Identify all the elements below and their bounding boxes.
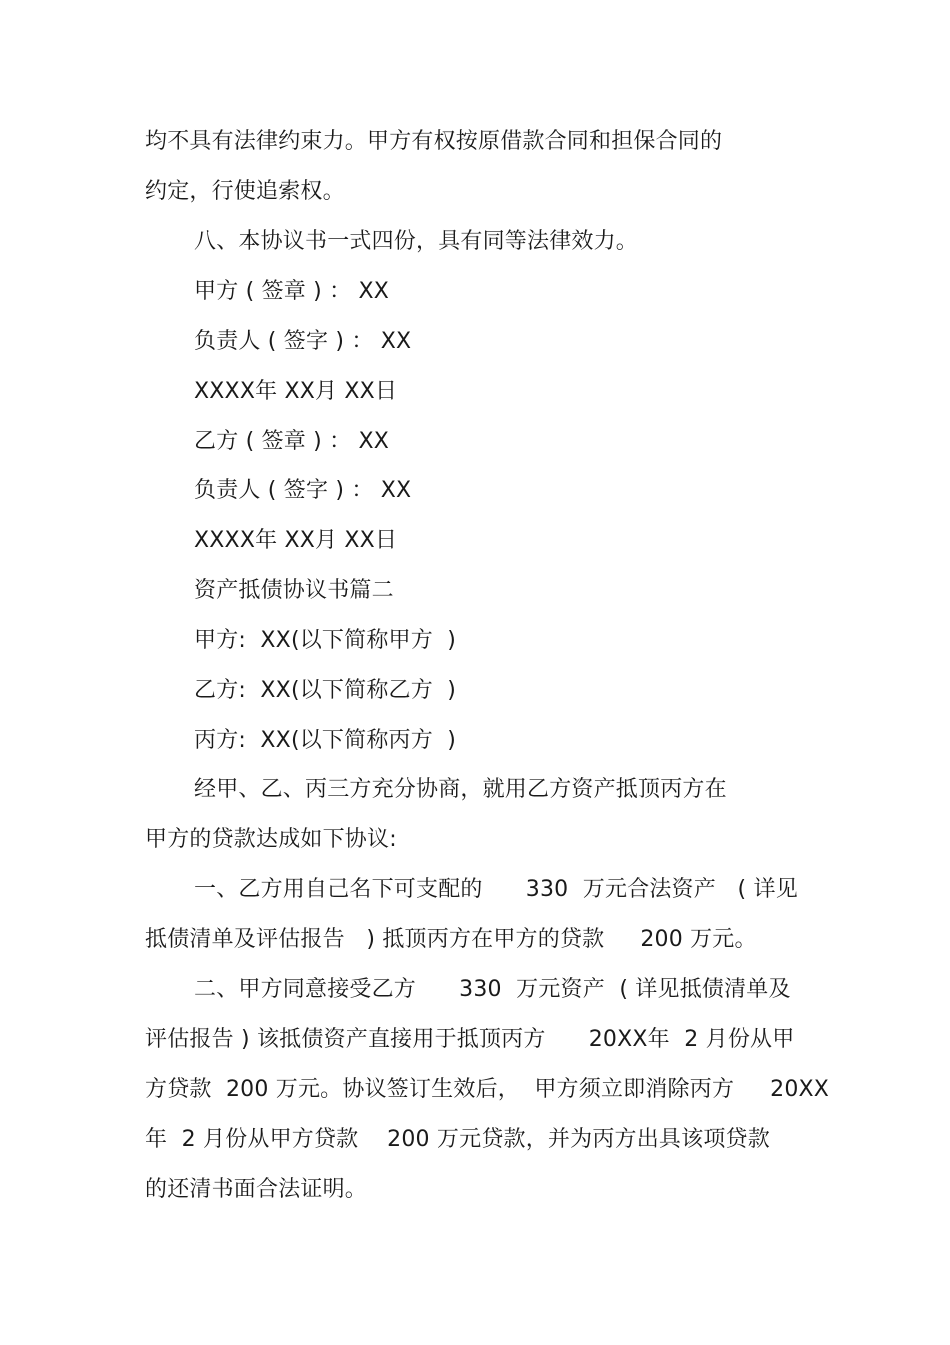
clause-two-line: 的还清书面合法证明。 xyxy=(145,1177,368,1202)
party-a-signer-line: 负责人 ( 签字 ) ： XX xyxy=(194,329,412,354)
party-c-line: 丙方: XX(以下简称丙方 ) xyxy=(194,728,457,753)
paragraph-line: 甲方的贷款达成如下协议: xyxy=(145,827,397,852)
clause-two-line: 年 2 月份从甲方贷款 200 万元贷款，并为丙方出具该项贷款 xyxy=(145,1127,770,1152)
party-a-seal-line: 甲方 ( 签章 ) ： XX xyxy=(194,279,390,304)
party-a-line: 甲方: XX(以下简称甲方 ) xyxy=(194,628,457,653)
party-b-seal-line: 乙方 ( 签章 ) ： XX xyxy=(194,429,390,454)
paragraph-line: 经甲、乙、丙三方充分协商，就用乙方资产抵顶丙方在 xyxy=(194,777,727,802)
section-heading: 资产抵债协议书篇二 xyxy=(194,578,394,603)
party-b-signer-line: 负责人 ( 签字 ) ： XX xyxy=(194,478,412,503)
paragraph-line: 均不具有法律约束力。甲方有权按原借款合同和担保合同的 xyxy=(145,129,723,154)
party-b-line: 乙方: XX(以下简称乙方 ) xyxy=(194,678,457,703)
clause-two-line: 评估报告 ) 该抵债资产直接用于抵顶丙方 20XX年 2 月份从甲 xyxy=(145,1027,795,1052)
clause-eight: 八、本协议书一式四份，具有同等法律效力。 xyxy=(194,229,639,254)
paragraph-line: 约定，行使追索权。 xyxy=(145,179,345,204)
clause-one-line: 一、乙方用自己名下可支配的 330 万元合法资产 ( 详见 xyxy=(194,877,798,902)
party-a-date-line: XXXX年 XX月 XX日 xyxy=(194,379,398,404)
clause-one-line: 抵债清单及评估报告 ) 抵顶丙方在甲方的贷款 200 万元。 xyxy=(145,927,757,952)
clause-two-line: 二、甲方同意接受乙方 330 万元资产 ( 详见抵债清单及 xyxy=(194,977,791,1002)
clause-two-line: 方贷款 200 万元。协议签订生效后， 甲方须立即消除丙方 20XX xyxy=(145,1077,830,1102)
party-b-date-line: XXXX年 XX月 XX日 xyxy=(194,528,398,553)
